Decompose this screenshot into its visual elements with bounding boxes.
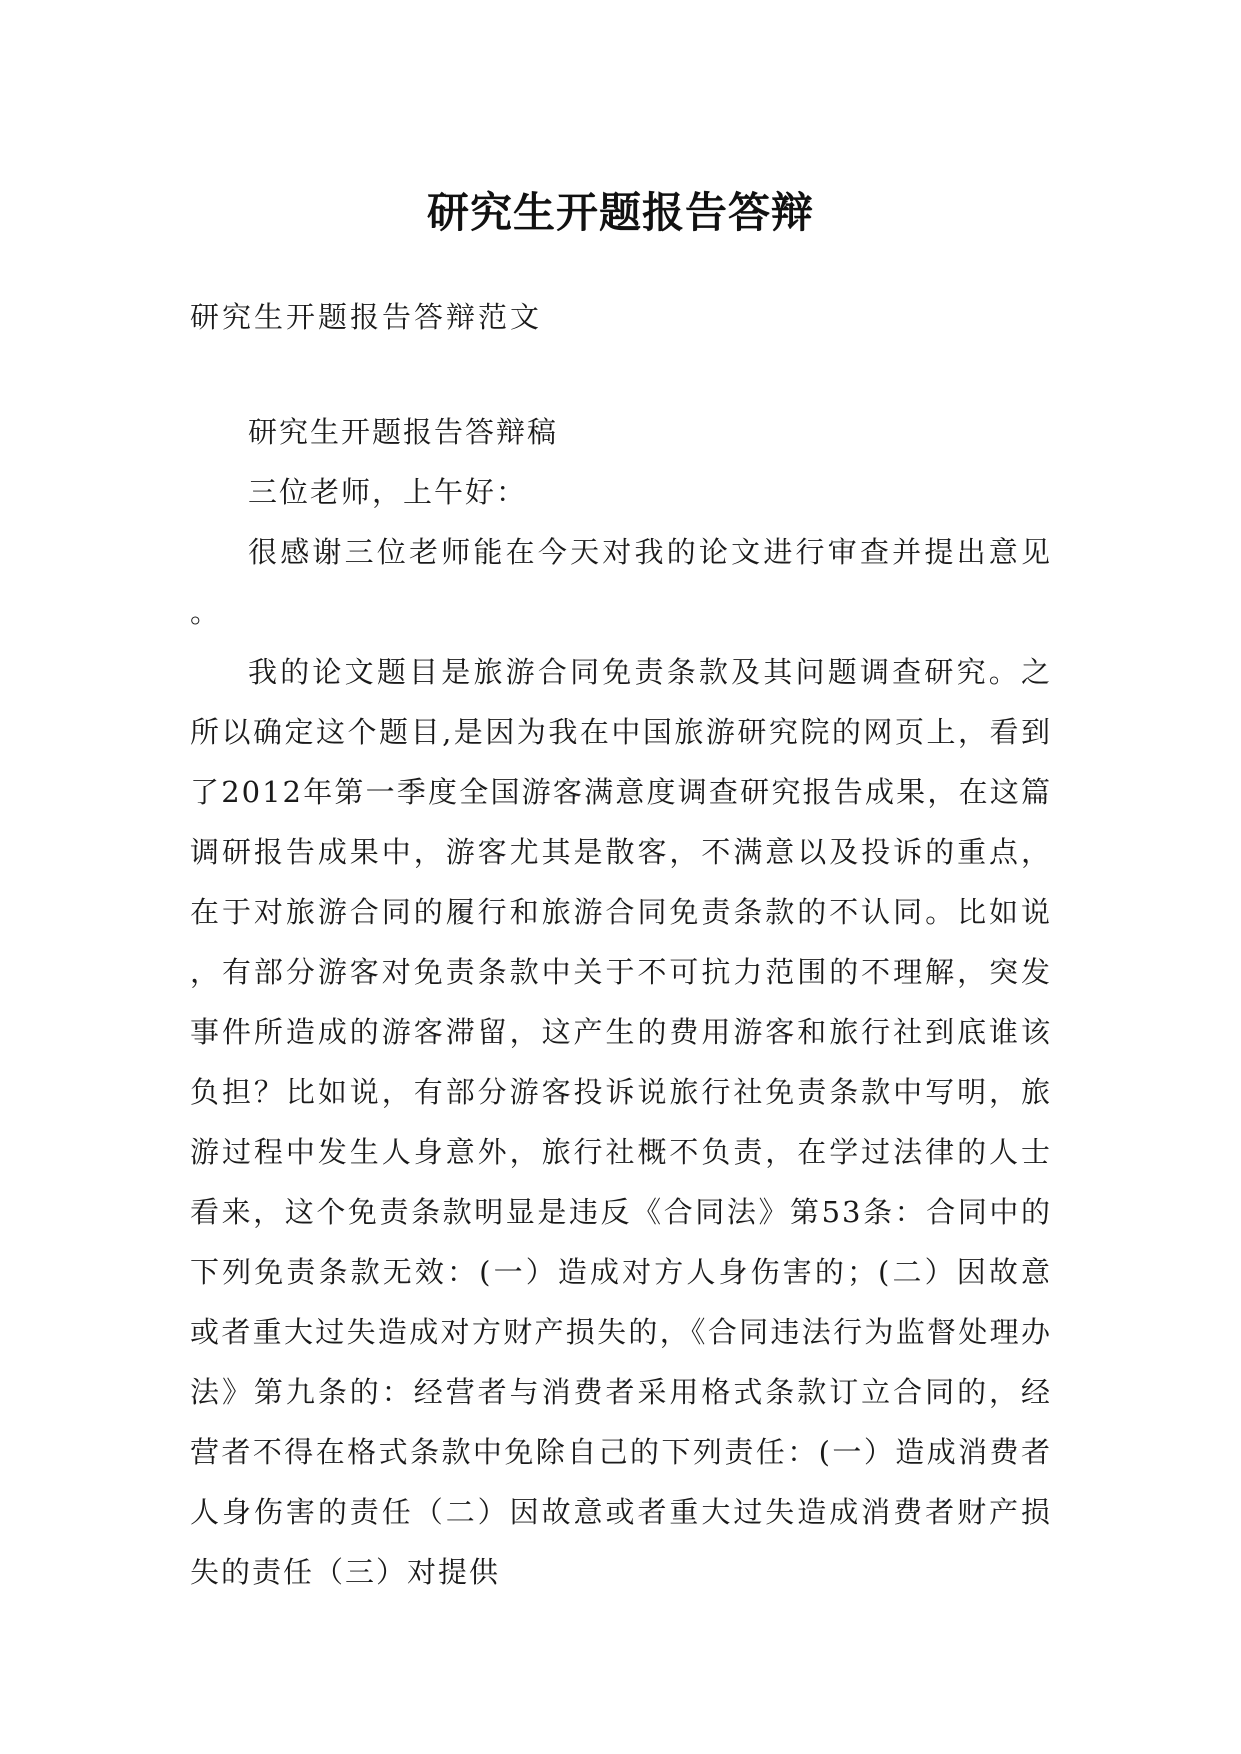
paragraph-speech-title: 研究生开题报告答辩稿 — [248, 415, 559, 449]
document-title: 研究生开题报告答辩 — [426, 188, 814, 238]
document-subtitle: 研究生开题报告答辩范文 — [190, 300, 543, 334]
paragraph-thanks: 很感谢三位老师能在今天对我的论文进行审查并提出意见。 — [190, 535, 1052, 629]
paragraph-topic: 我的论文题目是旅游合同免责条款及其问题调查研究。之所以确定这个题目,是因为我在中国旅游研究院的网页上，看到了2012年第一季度全国游客满意度调查研究报告成果，在这篇调研报告成果中，游客尤其是散客，不满意以及投诉的重点，在于对旅游合同的履行和旅游合同免责条款的不认同。比如说，有部分游客对免责条款中关于不可抗力范围的不理解，突发事件所造成的游客滞留，这产生的费用游客和旅行社到底谁该负担？比如说，有部分游客投诉说旅行社免责条款中写明，旅游过程中发生人身意外，旅行社概不负责，在学过法律的人士看来，这个免责条款明显是违反《合同法》第53条：合同中的下列免责条款无效：(一）造成对方人身伤害的；(二）因故意或者重大过失造成对方财产损失的，《合同违法行为监督处理办法》第九条的：经营者与消费者采用格式条款订立合同的，经营者不得在格式条款中免除自己的下列责任：(一）造成消费者人身伤害的责任（二）因故意或者重大过失造成消费者财产损失的责任（三）对提供 — [190, 655, 1052, 1589]
paragraph-greeting: 三位老师，上午好： — [248, 475, 528, 509]
document-body — [190, 402, 1052, 1602]
